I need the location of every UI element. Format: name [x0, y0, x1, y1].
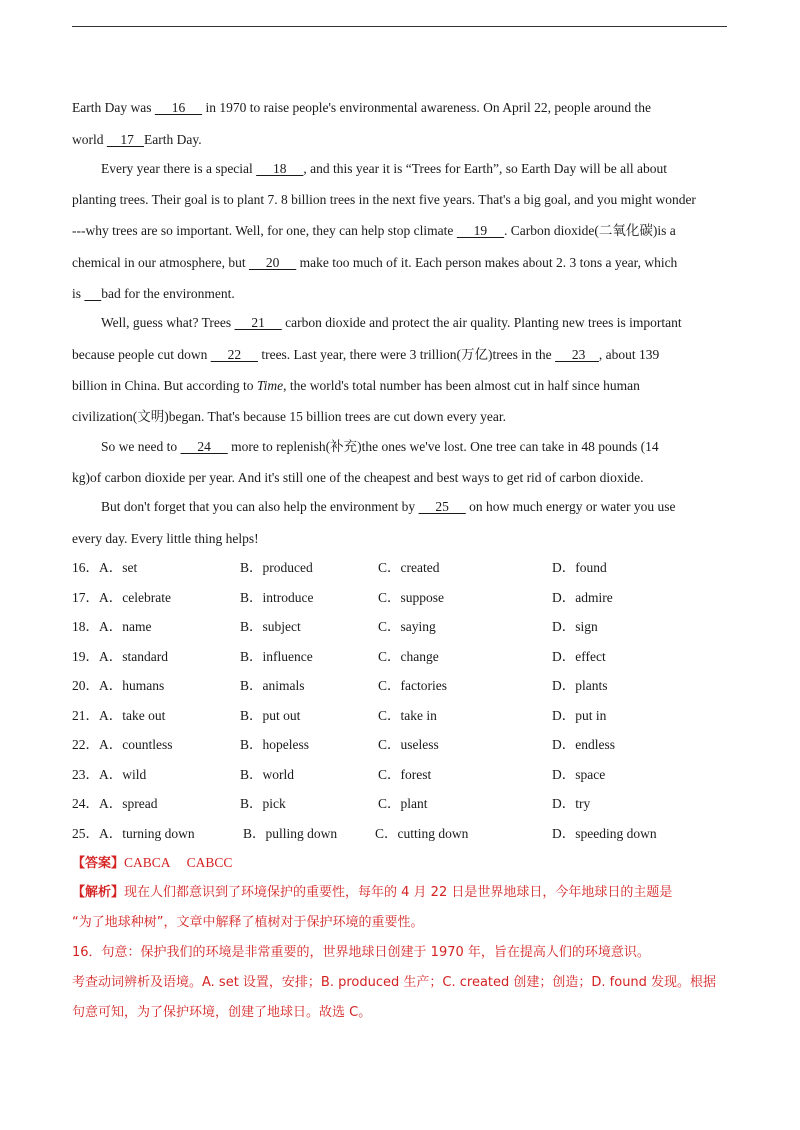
option-b: B．put out — [240, 708, 301, 723]
blank-25: 25 — [418, 499, 466, 514]
passage-line: kg)of carbon dioxide per year. And it's still one of the cheapest and best ways to get rid of carbon dioxide. — [72, 470, 644, 485]
option-c: C．plant — [378, 796, 428, 811]
option-a: A．humans — [99, 678, 165, 693]
question-row — [72, 795, 732, 813]
question-row — [72, 766, 732, 784]
option-d: D．sign — [552, 619, 598, 634]
question-row — [72, 648, 732, 666]
option-b: B．animals — [240, 678, 305, 693]
option-d: D．admire — [552, 590, 613, 605]
option-b: B．subject — [240, 619, 301, 634]
option-d: D．effect — [552, 649, 606, 664]
option-b: B．pick — [240, 796, 286, 811]
question-row — [72, 677, 732, 695]
passage-line: But don't forget that you can also help the environment by 25 on how much energy or water you use — [101, 499, 676, 514]
analysis-label: 【解析】 — [72, 885, 125, 900]
option-a: A．wild — [99, 767, 147, 782]
analysis-line: 句意可知，为了保护环境，创建了地球日。故选 C。 — [72, 1005, 372, 1020]
passage-line: ---why trees are so important. Well, for one, they can help stop climate 19 . Carbon dioxide(二氧化碳)is a — [72, 223, 676, 238]
question-number: 20． — [72, 678, 99, 693]
answer-line — [72, 854, 232, 873]
analysis-line: “为了地球种树”，文章中解释了植树对于保护环境的重要性。 — [72, 915, 424, 930]
option-c: C．saying — [378, 619, 436, 634]
option-c: C．cutting down — [375, 826, 469, 841]
question-row — [72, 736, 732, 754]
blank-23: 23 — [555, 347, 599, 362]
option-d: D．speeding down — [552, 826, 657, 841]
question-number: 16． — [72, 560, 99, 575]
passage-line: world 17 Earth Day. — [72, 132, 202, 147]
question-row — [72, 825, 732, 843]
passage-line: planting trees. Their goal is to plant 7. 8 billion trees in the next five years. That's a big goal, and you might wonder — [72, 192, 696, 207]
question-row — [72, 559, 732, 577]
option-c: C．change — [378, 649, 439, 664]
option-c: C．suppose — [378, 590, 445, 605]
option-c: C．forest — [378, 767, 432, 782]
option-c: C．created — [378, 560, 440, 575]
passage-line: civilization(文明)began. That's because 15 billion trees are cut down every year. — [72, 409, 507, 424]
blank-24: 24 — [180, 439, 228, 454]
option-c: C．take in — [378, 708, 437, 723]
option-d: D．put in — [552, 708, 607, 723]
question-number: 23． — [72, 767, 99, 782]
passage-line: Earth Day was 16 in 1970 to raise people's environmental awareness. On April 22, people around the — [72, 100, 652, 115]
option-a: A．standard — [99, 649, 168, 664]
option-d: D．space — [552, 767, 606, 782]
option-c: C．useless — [378, 737, 439, 752]
passage-line: is bad for the environment. — [72, 286, 235, 301]
question-number: 19． — [72, 649, 99, 664]
question-row — [72, 707, 732, 725]
option-b: B．introduce — [240, 590, 314, 605]
blank-22: 22 — [210, 347, 258, 362]
passage-line: because people cut down 22 trees. Last year, there were 3 trillion(万亿)trees in the 23 , about 139 — [72, 347, 660, 362]
blank-plain — [84, 286, 101, 301]
analysis-line: 考查动词辨析及语境。A. set 设置，安排；B. produced 生产；C. created 创建；创造；D. found 发现。根据 — [72, 975, 717, 990]
option-a: A．take out — [99, 708, 166, 723]
question-number: 17． — [72, 590, 99, 605]
option-b: B．influence — [240, 649, 313, 664]
answer-label: 【答案】 — [72, 856, 125, 871]
option-c: C．factories — [378, 678, 447, 693]
blank-17: 17 — [106, 132, 144, 147]
option-a: A．name — [99, 619, 152, 634]
answer-text: CABCA CABCC — [124, 855, 233, 870]
option-d: D．plants — [552, 678, 608, 693]
option-b: B．produced — [240, 560, 313, 575]
passage-line: billion in China. But according to Time, the world's total number has been almost cut in half since human — [72, 378, 640, 393]
passage-line: Well, guess what? Trees 21 carbon dioxide and protect the air quality. Planting new trees is important — [101, 315, 682, 330]
passage-line: Every year there is a special 18 , and this year it is “Trees for Earth”, so Earth Day will be all about — [101, 161, 667, 176]
blank-20: 20 — [248, 255, 297, 270]
question-number: 22． — [72, 737, 99, 752]
question-number: 25． — [72, 826, 99, 841]
option-a: A．turning down — [99, 826, 195, 841]
analysis-line: 16．句意：保护我们的环境是非常重要的，世界地球日创建于 1970 年，旨在提高人们的环境意识。 — [72, 945, 650, 960]
option-d: D．try — [552, 796, 591, 811]
blank-16: 16 — [154, 100, 203, 115]
blank-18: 18 — [256, 161, 304, 176]
passage-line: So we need to 24 more to replenish(补充)the ones we've lost. One tree can take in 48 pounds (14 — [101, 439, 659, 454]
option-a: A．spread — [99, 796, 158, 811]
analysis-line: 【解析】现在人们都意识到了环境保护的重要性，每年的 4 月 22 日是世界地球日，今年地球日的主题是 — [72, 885, 673, 900]
option-b: B．world — [240, 767, 294, 782]
passage-line: every day. Every little thing helps! — [72, 531, 259, 546]
passage-line: chemical in our atmosphere, but 20 make too much of it. Each person makes about 2. 3 tons a year, which — [72, 255, 678, 270]
question-number: 24． — [72, 796, 99, 811]
question-number: 18． — [72, 619, 99, 634]
option-a: A．celebrate — [99, 590, 171, 605]
option-d: D．endless — [552, 737, 615, 752]
option-b: B．hopeless — [240, 737, 309, 752]
blank-19: 19 — [456, 223, 505, 238]
question-row — [72, 618, 732, 636]
question-row — [72, 589, 732, 607]
option-b: B．pulling down — [243, 826, 338, 841]
blank-21: 21 — [234, 315, 282, 330]
option-a: A．set — [99, 560, 138, 575]
header-rule — [72, 26, 727, 27]
question-number: 21． — [72, 708, 99, 723]
option-a: A．countless — [99, 737, 173, 752]
option-d: D．found — [552, 560, 607, 575]
